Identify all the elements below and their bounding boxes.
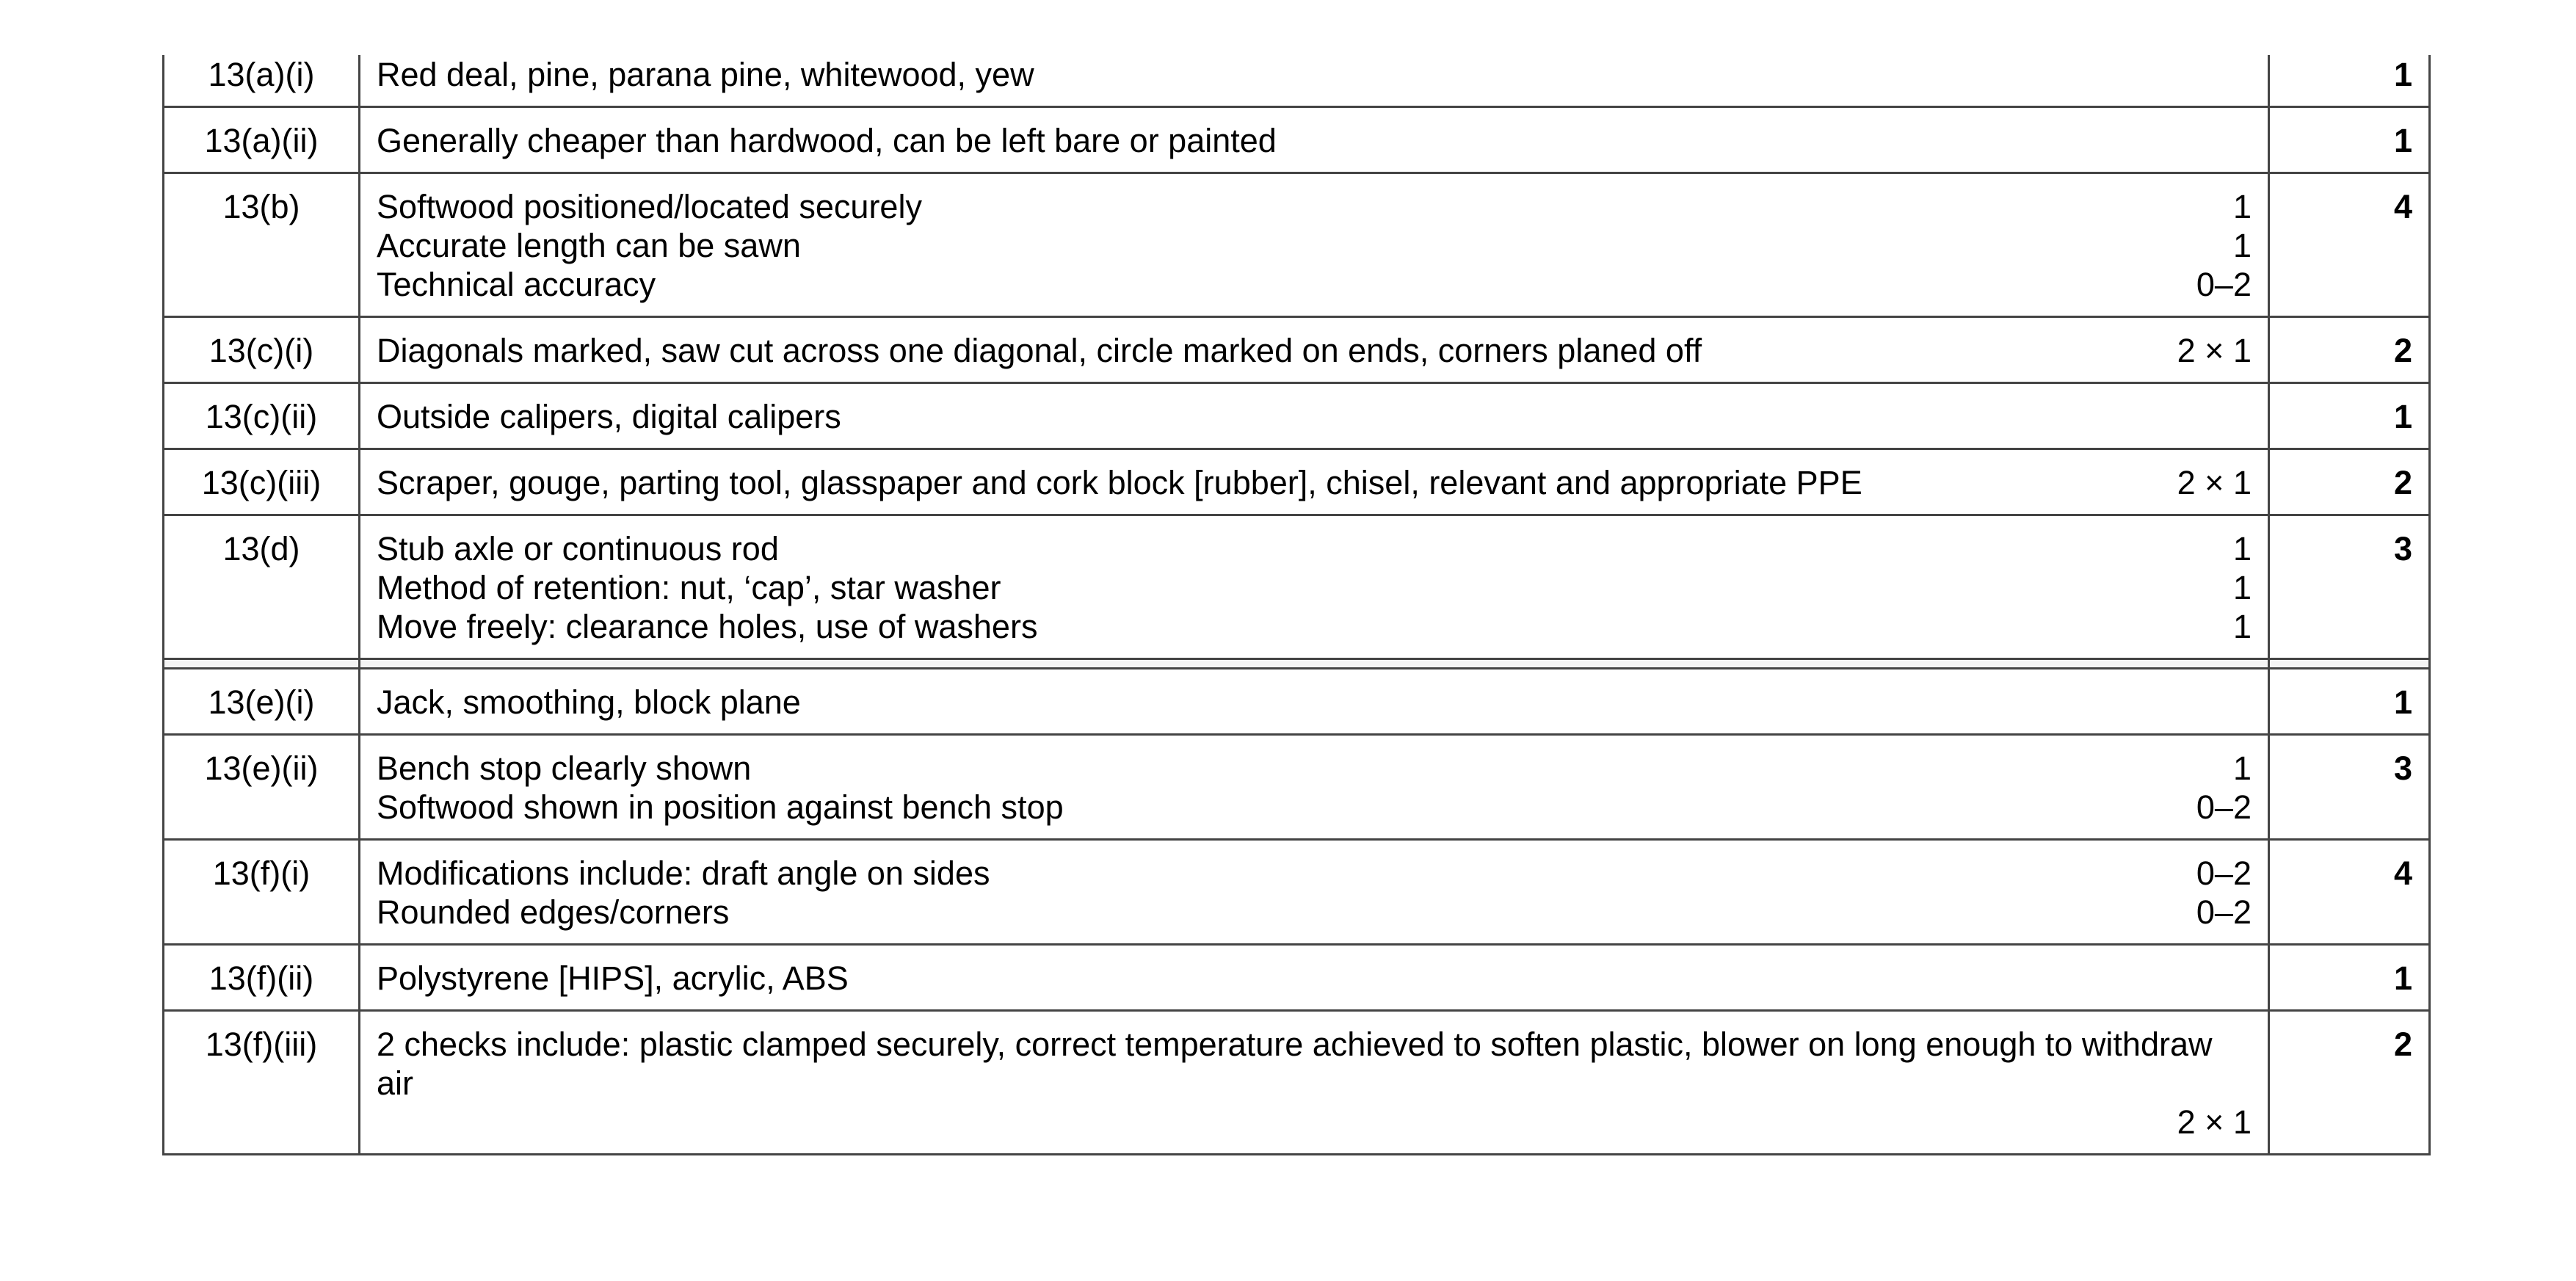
answer-cell bbox=[360, 449, 2269, 515]
answer-text: Modifications include: draft angle on sides bbox=[377, 854, 990, 892]
answer-text: Technical accuracy bbox=[377, 266, 656, 303]
answer-line bbox=[377, 265, 2252, 304]
answer-text: Rounded edges/corners bbox=[377, 893, 730, 931]
answer-line bbox=[377, 893, 2252, 932]
table-row bbox=[164, 107, 2430, 173]
table-row bbox=[164, 515, 2430, 659]
line-mark: 0–2 bbox=[2196, 893, 2252, 931]
line-mark: 1 bbox=[2232, 569, 2252, 606]
question-number: 13(c)(ii) bbox=[164, 383, 360, 449]
table-row bbox=[164, 735, 2430, 840]
line-mark: 0–2 bbox=[2196, 788, 2252, 826]
table-row bbox=[164, 840, 2430, 945]
answer-cell bbox=[360, 945, 2269, 1011]
answer-line bbox=[377, 121, 2252, 160]
total-marks: 1 bbox=[2269, 383, 2430, 449]
answer-cell bbox=[360, 735, 2269, 840]
answer-text: Red deal, pine, parana pine, whitewood, yew bbox=[377, 56, 1034, 93]
answer-line bbox=[377, 529, 2252, 568]
answer-text: Move freely: clearance holes, use of washers bbox=[377, 608, 1038, 645]
question-number: 13(c)(i) bbox=[164, 317, 360, 383]
answer-line bbox=[377, 788, 2252, 827]
total-marks: 2 bbox=[2269, 317, 2430, 383]
answer-cell bbox=[360, 515, 2269, 659]
question-number: 13(b) bbox=[164, 173, 360, 317]
total-marks: 1 bbox=[2269, 107, 2430, 173]
total-marks: 3 bbox=[2269, 735, 2430, 840]
answer-line bbox=[377, 568, 2252, 607]
line-mark: 1 bbox=[2232, 608, 2252, 645]
answer-line bbox=[377, 55, 2252, 94]
table-row bbox=[164, 317, 2430, 383]
mark-scheme-sheet bbox=[162, 55, 2428, 1155]
table-row bbox=[164, 945, 2430, 1011]
answer-cell bbox=[360, 317, 2269, 383]
total-marks: 1 bbox=[2269, 55, 2430, 107]
answer-text: Generally cheaper than hardwood, can be left bare or painted bbox=[377, 122, 1277, 159]
answer-text: Softwood shown in position against bench stop bbox=[377, 788, 1064, 826]
answer-text: Polystyrene [HIPS], acrylic, ABS bbox=[377, 959, 849, 997]
line-mark: 0–2 bbox=[2196, 266, 2252, 303]
answer-text: Jack, smoothing, block plane bbox=[377, 683, 801, 721]
total-marks: 1 bbox=[2269, 945, 2430, 1011]
total-marks: 2 bbox=[2269, 449, 2430, 515]
answer-line bbox=[377, 607, 2252, 646]
table-row bbox=[164, 55, 2430, 107]
answer-cell bbox=[360, 840, 2269, 945]
answer-line bbox=[377, 959, 2252, 998]
answer-line bbox=[377, 683, 2252, 722]
answer-cell bbox=[360, 173, 2269, 317]
line-mark: 1 bbox=[2232, 750, 2252, 787]
answer-cell bbox=[360, 1011, 2269, 1155]
answer-text: Bench stop clearly shown bbox=[377, 750, 752, 787]
answer-cell bbox=[360, 669, 2269, 735]
line-mark: 2 × 1 bbox=[2177, 1103, 2252, 1141]
line-mark: 2 × 1 bbox=[2177, 464, 2252, 501]
answer-cell bbox=[360, 383, 2269, 449]
answer-line bbox=[377, 463, 2252, 502]
total-marks: 1 bbox=[2269, 669, 2430, 735]
answer-line bbox=[377, 226, 2252, 265]
answer-text: Outside calipers, digital calipers bbox=[377, 398, 841, 435]
table-row bbox=[164, 669, 2430, 735]
question-number: 13(c)(iii) bbox=[164, 449, 360, 515]
answer-text: Softwood positioned/located securely bbox=[377, 188, 922, 225]
question-number: 13(e)(i) bbox=[164, 669, 360, 735]
question-number: 13(d) bbox=[164, 515, 360, 659]
table-row bbox=[164, 383, 2430, 449]
question-number: 13(f)(i) bbox=[164, 840, 360, 945]
table-row bbox=[164, 449, 2430, 515]
line-mark: 2 × 1 bbox=[2177, 332, 2252, 369]
total-marks: 4 bbox=[2269, 840, 2430, 945]
table-row bbox=[164, 173, 2430, 317]
question-number: 13(f)(ii) bbox=[164, 945, 360, 1011]
answer-cell bbox=[360, 55, 2269, 107]
answer-line bbox=[377, 397, 2252, 436]
answer-text: 2 checks include: plastic clamped securely, correct temperature achieved to soften plastic, blower on long enough to withdraw air bbox=[377, 1026, 2213, 1102]
answer-cell bbox=[360, 107, 2269, 173]
answer-text: Method of retention: nut, ‘cap’, star washer bbox=[377, 569, 1001, 606]
line-mark: 0–2 bbox=[2196, 854, 2252, 892]
line-mark: 1 bbox=[2232, 530, 2252, 567]
line-mark: 1 bbox=[2232, 188, 2252, 225]
total-marks: 2 bbox=[2269, 1011, 2430, 1155]
line-mark: 1 bbox=[2232, 227, 2252, 264]
total-marks: 3 bbox=[2269, 515, 2430, 659]
answer-line bbox=[377, 331, 2252, 370]
page-break-divider bbox=[164, 659, 2430, 669]
answer-line bbox=[377, 187, 2252, 226]
question-number: 13(f)(iii) bbox=[164, 1011, 360, 1155]
answer-text: Scraper, gouge, parting tool, glasspaper and cork block [rubber], chisel, relevant and appropriate PPE bbox=[377, 464, 1862, 501]
question-number: 13(a)(i) bbox=[164, 55, 360, 107]
question-number: 13(a)(ii) bbox=[164, 107, 360, 173]
total-marks: 4 bbox=[2269, 173, 2430, 317]
question-number: 13(e)(ii) bbox=[164, 735, 360, 840]
answer-line bbox=[377, 854, 2252, 893]
answer-text: Accurate length can be sawn bbox=[377, 227, 801, 264]
mark-scheme-table bbox=[162, 55, 2431, 1155]
table-row bbox=[164, 1011, 2430, 1155]
answer-text: Diagonals marked, saw cut across one diagonal, circle marked on ends, corners planed off bbox=[377, 332, 1702, 369]
answer-text: Stub axle or continuous rod bbox=[377, 530, 779, 567]
answer-line bbox=[377, 749, 2252, 788]
